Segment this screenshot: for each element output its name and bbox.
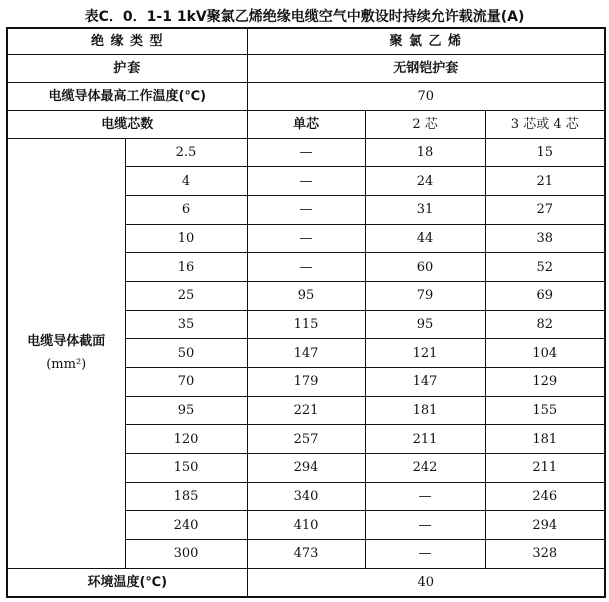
cell-section: 300 — [125, 540, 247, 569]
cell-three-four-core: 129 — [485, 368, 605, 397]
cell-section: 4 — [125, 167, 247, 196]
cell-two-core: 147 — [365, 368, 485, 397]
ambient-temp-row — [7, 568, 605, 597]
cell-section: 95 — [125, 396, 247, 425]
cell-section: 35 — [125, 310, 247, 339]
cell-two-core: — — [365, 482, 485, 511]
cores-label: 电缆芯数 — [7, 110, 247, 138]
table-row — [7, 138, 605, 167]
cell-three-four-core: 211 — [485, 454, 605, 483]
cross-section-unit: (mm²) — [46, 357, 87, 373]
cell-section: 2.5 — [125, 138, 247, 167]
cell-three-four-core: 155 — [485, 396, 605, 425]
max-temp-label: 电缆导体最高工作温度(℃) — [7, 82, 247, 110]
sheath-value: 无钢铠护套 — [247, 54, 605, 82]
cell-three-four-core: 21 — [485, 167, 605, 196]
cell-two-core: 18 — [365, 138, 485, 167]
ambient-temp-value: 40 — [247, 568, 605, 597]
insulation-type-label: 绝 缘 类 型 — [7, 28, 247, 54]
cell-three-four-core: 246 — [485, 482, 605, 511]
cell-two-core: 181 — [365, 396, 485, 425]
cell-two-core: 211 — [365, 425, 485, 454]
ampacity-table — [6, 27, 606, 598]
ambient-temp-label: 环境温度(℃) — [7, 568, 247, 597]
cell-two-core: 121 — [365, 339, 485, 368]
cell-single-core: 340 — [247, 482, 365, 511]
cell-three-four-core: 27 — [485, 195, 605, 224]
cell-section: 6 — [125, 195, 247, 224]
cell-two-core: 44 — [365, 224, 485, 253]
table-title: 表C．0．1-1 1kV聚氯乙烯绝缘电缆空气中敷设时持续允许载流量(A) — [84, 9, 525, 25]
max-temp-row — [7, 82, 605, 110]
cores-single-header: 单芯 — [247, 110, 365, 138]
cell-three-four-core: 104 — [485, 339, 605, 368]
cell-two-core: 79 — [365, 281, 485, 310]
cell-three-four-core: 52 — [485, 253, 605, 282]
cell-section: 16 — [125, 253, 247, 282]
cell-two-core: — — [365, 540, 485, 569]
cell-section: 10 — [125, 224, 247, 253]
cell-three-four-core: 328 — [485, 540, 605, 569]
cell-three-four-core: 38 — [485, 224, 605, 253]
cross-section-label-text: 电缆导体截面 — [27, 333, 106, 349]
cores-header-row — [7, 110, 605, 138]
cell-three-four-core: 181 — [485, 425, 605, 454]
cell-single-core: — — [247, 167, 365, 196]
cell-two-core: — — [365, 511, 485, 540]
cell-single-core: 473 — [247, 540, 365, 569]
cell-single-core: 410 — [247, 511, 365, 540]
cores-three-four-header: 3 芯或 4 芯 — [485, 110, 605, 138]
cell-two-core: 60 — [365, 253, 485, 282]
cell-single-core: — — [247, 224, 365, 253]
cell-two-core: 24 — [365, 167, 485, 196]
sheath-label: 护套 — [7, 54, 247, 82]
insulation-type-value: 聚 氯 乙 烯 — [247, 28, 605, 54]
cell-three-four-core: 82 — [485, 310, 605, 339]
insulation-type-row — [7, 28, 605, 54]
cell-single-core: 221 — [247, 396, 365, 425]
cell-two-core: 95 — [365, 310, 485, 339]
cell-single-core: 95 — [247, 281, 365, 310]
cores-two-header: 2 芯 — [365, 110, 485, 138]
cell-section: 240 — [125, 511, 247, 540]
cell-three-four-core: 69 — [485, 281, 605, 310]
cell-single-core: 179 — [247, 368, 365, 397]
cell-single-core: 115 — [247, 310, 365, 339]
cell-single-core: — — [247, 195, 365, 224]
cell-section: 120 — [125, 425, 247, 454]
sheath-row — [7, 54, 605, 82]
cell-three-four-core: 15 — [485, 138, 605, 167]
cell-section: 25 — [125, 281, 247, 310]
cell-single-core: 147 — [247, 339, 365, 368]
cell-single-core: 257 — [247, 425, 365, 454]
max-temp-value: 70 — [247, 82, 605, 110]
cell-single-core: — — [247, 253, 365, 282]
cell-single-core: 294 — [247, 454, 365, 483]
cell-two-core: 31 — [365, 195, 485, 224]
cell-two-core: 242 — [365, 454, 485, 483]
cell-three-four-core: 294 — [485, 511, 605, 540]
cell-section: 70 — [125, 368, 247, 397]
cross-section-label — [7, 138, 125, 568]
cell-section: 150 — [125, 454, 247, 483]
cell-section: 185 — [125, 482, 247, 511]
cell-single-core: — — [247, 138, 365, 167]
cell-section: 50 — [125, 339, 247, 368]
